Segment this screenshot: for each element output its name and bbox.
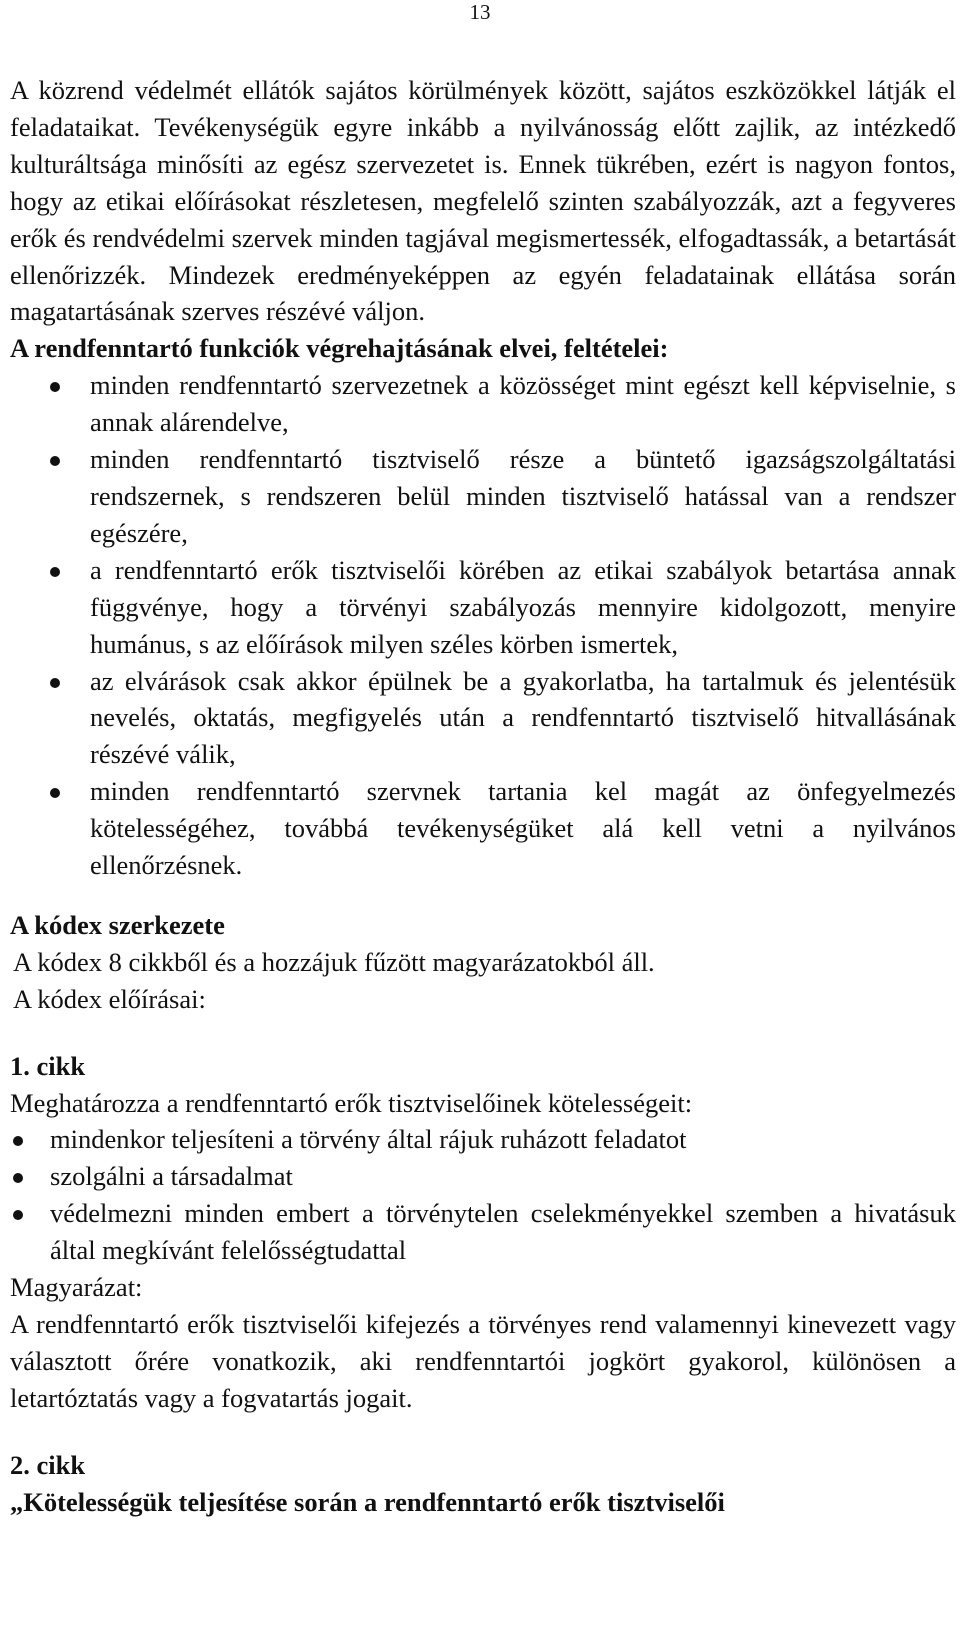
list-item: minden rendfenntartó szervezetnek a közösséget mint egészt kell képviselnie, s annak alárendelve,: [10, 367, 956, 441]
list-item: a rendfenntartó erők tisztviselői körében az etikai szabályok betartása annak függvénye, hogy a törvényi szabályozás mennyire kidolgozott, menyire humánus, s az előírások milyen széles körben ismertek,: [10, 552, 956, 663]
structure-line: A kódex előírásai:: [13, 983, 206, 1014]
list-item: védelmezni minden embert a törvénytelen cselekményekkel szemben a hivatásuk által megkívánt felelősségtudattal: [10, 1195, 956, 1269]
bullet-icon: [50, 788, 60, 798]
list-item: az elvárások csak akkor épülnek be a gyakorlatba, ha tartalmuk és jelentésük nevelés, oktatás, megfigyelés után a rendfenntartó tisztviselő hitvallásának részévé válik,: [10, 663, 956, 774]
principles-list: [10, 367, 956, 884]
principles-heading: A rendfenntartó funkciók végrehajtásának elvei, feltételei:: [10, 333, 669, 364]
page-number: 13: [469, 0, 491, 24]
list-item: mindenkor teljesíteni a törvény által rájuk ruházott feladatot: [10, 1121, 956, 1158]
bullet-icon: [50, 567, 60, 577]
article-1-intro: Meghatározza a rendfenntartó erők tisztviselőinek kötelességeit:: [10, 1087, 693, 1118]
intro-paragraph: A közrend védelmét ellátók sajátos körülmények között, sajátos eszközökkel látják el feladataikat. Tevékenységük egyre inkább a nyilvánosság előtt zajlik, az intézkedő kulturáltsága minősíti az egész szervezetet is. Ennek tükrében, ezért is nagyon fontos, hogy az etikai előírásokat részletesen, megfelelő szinten szabályozzák, azt a fegyveres erők és rendvédelmi szervek minden tagjával megismertessék, elfogadtassák, a betartását ellenőrizzék. Mindezek eredményeképpen az egyén feladatainak ellátása során magatartásának szerves részévé váljon.: [10, 75, 956, 327]
list-item: szolgálni a társadalmat: [10, 1158, 956, 1195]
article-1-heading: 1. cikk: [10, 1050, 86, 1081]
bullet-icon: [50, 456, 60, 466]
list-item: minden rendfenntartó szervnek tartania kel magát az önfegyelmezés kötelességéhez, továbbá tevékenységüket alá kell vetni a nyilvános ellenőrzésnek.: [10, 773, 956, 884]
list-item: minden rendfenntartó tisztviselő része a büntető igazságszolgáltatási rendszernek, s rendszeren belül minden tisztviselő hatással van a rendszer egészére,: [10, 441, 956, 552]
bullet-icon: [50, 382, 60, 392]
article-2-subheading: „Kötelességük teljesítése során a rendfenntartó erők tisztviselői: [10, 1486, 725, 1517]
bullet-icon: [50, 678, 60, 688]
article-1-list: [10, 1121, 956, 1269]
bullet-icon: [13, 1136, 23, 1146]
article-2-heading: 2. cikk: [10, 1449, 86, 1480]
bullet-icon: [13, 1173, 23, 1183]
page-body: [10, 72, 956, 1521]
bullet-icon: [13, 1210, 23, 1220]
explanation-label: Magyarázat:: [10, 1272, 143, 1303]
explanation-text: A rendfenntartó erők tisztviselői kifejezés a törvényes rend valamennyi kinevezett vagy választott őrére vonatkozik, aki rendfenntartói jogkört gyakorol, különösen a letartóztatás vagy a fogvatartás jogait.: [10, 1309, 956, 1413]
structure-line: A kódex 8 cikkből és a hozzájuk fűzött magyarázatokból áll.: [13, 946, 655, 977]
structure-heading: A kódex szerkezete: [10, 909, 225, 940]
